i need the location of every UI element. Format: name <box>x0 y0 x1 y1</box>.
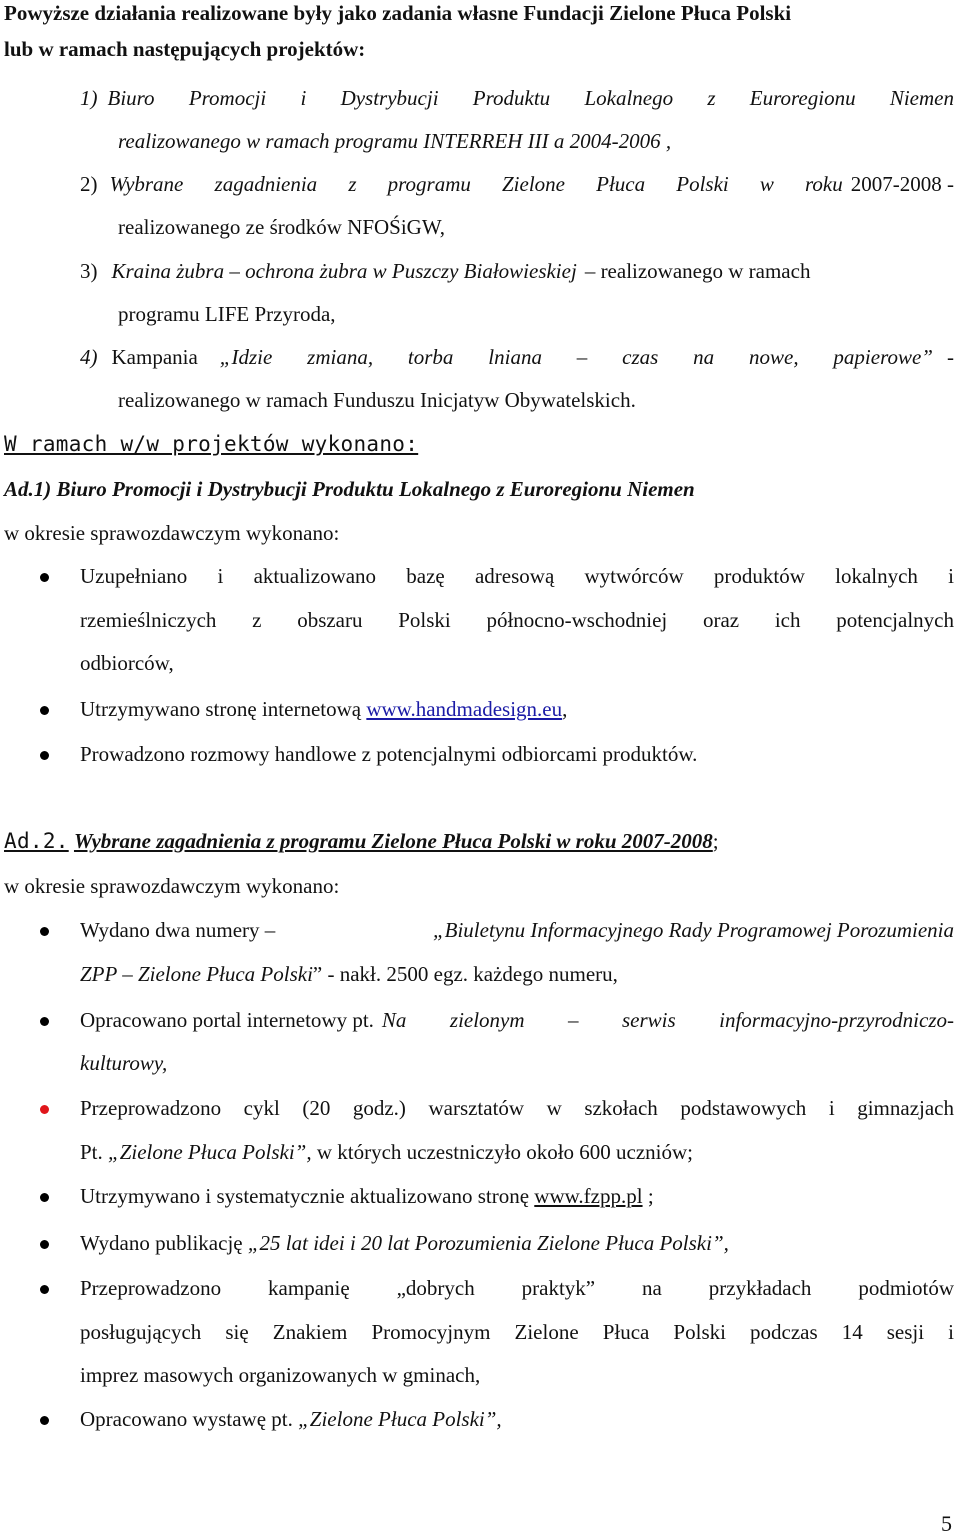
ad2-title-text: Wybrane zagadnienia z programu Zielone Płuca Polski w roku 2007-2008 <box>73 829 713 853</box>
project-number: 4) <box>80 345 98 369</box>
ad2-bullet-4 <box>80 1186 654 1207</box>
bullet-title: „25 lat idei i 20 lat Porozumienia Zielone Płuca Polski”, <box>247 1231 729 1255</box>
ad1-bullet-2 <box>80 699 567 720</box>
bullet-text: Utrzymywano stronę internetową <box>80 697 362 721</box>
intro-line-2: lub w ramach następujących projektów: <box>4 37 366 61</box>
bullet-icon <box>40 573 49 582</box>
bullet-text: Opracowano wystawę pt. <box>80 1407 293 1431</box>
project-3 <box>80 261 954 282</box>
fzpp-link[interactable]: www.fzpp.pl <box>534 1184 643 1208</box>
ad1-bullet-1-line-1: Uzupełniano i aktualizowano bazę adresową wytwórców produktów lokalnych i <box>80 564 954 588</box>
ad2-title-end: ; <box>712 829 719 853</box>
ad2-bullet-2-line-2: kulturowy, <box>80 1051 168 1075</box>
page-number: 5 <box>941 1511 952 1536</box>
bullet-title: „Zielone Płuca Polski”, <box>298 1407 502 1431</box>
ad2-bullet-6-line-2: posługujących się Znakiem Promocyjnym Zielone Płuca Polski podczas 14 sesji i <box>80 1320 954 1344</box>
bullet-icon <box>40 1017 49 1026</box>
ad2-bullet-3-line-2 <box>80 1142 693 1163</box>
bullet-title-cont: ZPP – Zielone Płuca Polski <box>80 962 313 986</box>
bullet-icon <box>40 751 49 760</box>
ad2-bullet-3-line-1: Przeprowadzono cykl (20 godz.) warsztatów w szkołach podstawowych i gimnazjach <box>80 1096 954 1120</box>
project-number: 3) <box>80 259 98 283</box>
project-tail: - <box>947 345 954 369</box>
ad1-intro: w okresie sprawozdawczym wykonano: <box>4 521 340 545</box>
project-title: „Idzie zmiana, torba lniana – czas na nowe, papierowe” <box>219 345 933 369</box>
ad2-title <box>4 831 719 852</box>
bullet-text: Opracowano portal internetowy pt. <box>80 1008 374 1032</box>
project-3-rest: programu LIFE Przyroda, <box>118 302 336 326</box>
project-title: Kraina żubra – ochrona żubra w Puszczy Białowieskiej <box>111 259 577 283</box>
ad2-label: Ad.2. <box>4 829 69 853</box>
bullet-title: Na zielonym – serwis informacyjno-przyrodniczo- <box>381 1008 954 1032</box>
ad2-bullet-1-line-1 <box>80 920 954 941</box>
ad2-intro: w okresie sprawozdawczym wykonano: <box>4 874 340 898</box>
red-bullet-icon <box>40 1105 49 1114</box>
intro-line-1: Powyższe działania realizowane były jako zadania własne Fundacji Zielone Płuca Polski <box>4 1 792 25</box>
project-number: 1) <box>80 86 98 110</box>
project-1-rest: realizowanego w ramach programu INTERREH III a 2004-2006 , <box>118 129 672 153</box>
project-title: Wybrane zagadnienia z programu Zielone Płuca Polski w roku <box>109 172 843 196</box>
bullet-icon <box>40 1193 49 1202</box>
subheading: W ramach w/w projektów wykonano: <box>4 432 419 456</box>
project-2-rest: realizowanego ze środków NFOŚiGW, <box>118 215 445 239</box>
bullet-icon <box>40 1285 49 1294</box>
ad2-bullet-6-line-3: imprez masowych organizowanych w gminach, <box>80 1363 481 1387</box>
project-prefix: Kampania <box>111 345 198 369</box>
ad1-title: Ad.1) Biuro Promocji i Dystrybucji Produktu Lokalnego z Euroregionu Niemen <box>4 477 695 501</box>
bullet-end: ; <box>647 1184 654 1208</box>
bullet-title: „Zielone Płuca Polski”, <box>108 1140 312 1164</box>
bullet-icon <box>40 1240 49 1249</box>
ad1-bullet-1-line-3: odbiorców, <box>80 651 174 675</box>
bullet-text-end: w których uczestniczyło około 600 uczniów; <box>316 1140 693 1164</box>
project-4 <box>80 347 954 368</box>
bullet-icon <box>40 1416 49 1425</box>
bullet-text: Pt. <box>80 1140 103 1164</box>
bullet-end: , <box>562 697 568 721</box>
project-tail: – realizowanego w ramach <box>584 259 811 283</box>
ad2-bullet-6-line-1: Przeprowadzono kampanię „dobrych praktyk” na przykładach podmiotów <box>80 1276 954 1300</box>
project-1 <box>80 88 954 109</box>
project-years: 2007-2008 - <box>850 172 954 196</box>
bullet-title: „Biuletynu Informacyjnego Rady Programowej Porozumienia <box>432 918 954 942</box>
bullet-icon <box>40 706 49 715</box>
project-title: Biuro Promocji i Dystrybucji Produktu Lokalnego z Euroregionu Niemen <box>107 86 954 110</box>
bullet-text: Utrzymywano i systematycznie aktualizowano stronę <box>80 1184 530 1208</box>
project-number: 2) <box>80 172 98 196</box>
handmadesign-link[interactable]: www.handmadesign.eu <box>366 697 563 721</box>
ad1-bullet-3: Prowadzono rozmowy handlowe z potencjalnymi odbiorcami produktów. <box>80 742 698 766</box>
bullet-text: Wydano publikację <box>80 1231 243 1255</box>
project-4-rest: realizowanego w ramach Funduszu Inicjatyw Obywatelskich. <box>118 388 636 412</box>
ad2-bullet-1-line-2 <box>80 964 618 985</box>
bullet-icon <box>40 927 49 936</box>
ad2-bullet-2-line-1 <box>80 1010 954 1031</box>
bullet-text-end: ” - nakł. 2500 egz. każdego numeru, <box>312 962 618 986</box>
bullet-text: Wydano dwa numery – <box>80 918 276 942</box>
ad2-bullet-5 <box>80 1233 729 1254</box>
ad2-bullet-7 <box>80 1409 502 1430</box>
project-2 <box>80 174 954 195</box>
ad1-bullet-1-line-2: rzemieślniczych z obszaru Polski północno-wschodniej oraz ich potencjalnych <box>80 608 954 632</box>
